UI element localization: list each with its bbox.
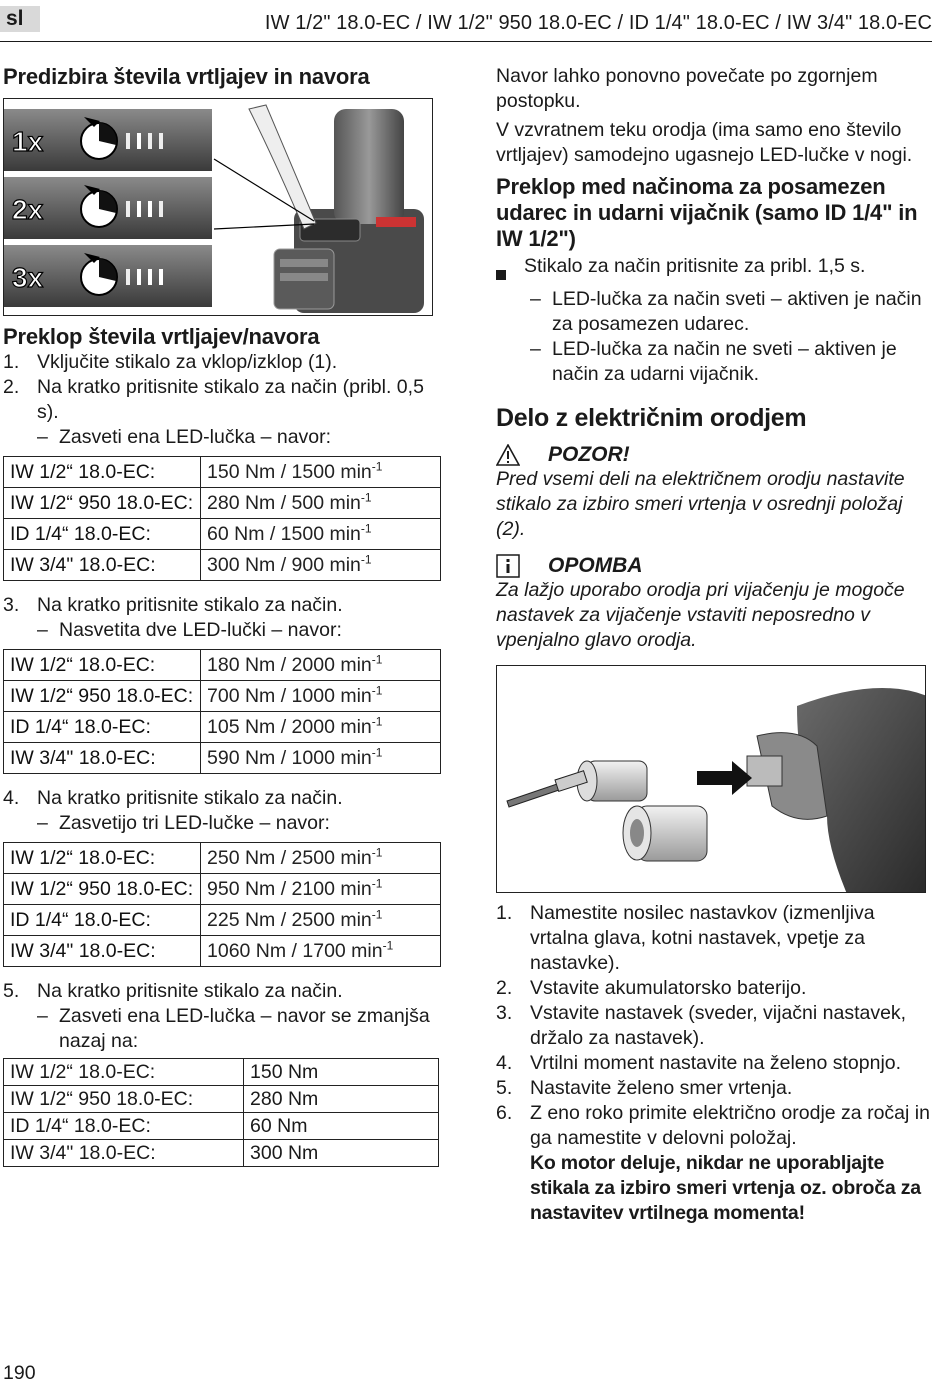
- info-icon: [496, 554, 520, 578]
- label-3x: 3x: [12, 262, 44, 293]
- warning-header: [496, 443, 930, 467]
- table-row: IW 3/4" 18.0-EC: 1060 Nm / 1700 $\min^{-1}$: [4, 936, 441, 967]
- table-row: ID 1/4“ 18.0-EC: 105 Nm / 2000 $\min^{-1}$: [4, 712, 441, 743]
- steps-list-4: [3, 786, 443, 811]
- warning-triangle-icon: [496, 444, 520, 466]
- list-item: 1. Vključite stikalo za vklop/izklop (1).: [3, 351, 338, 373]
- right-column: [496, 64, 930, 1226]
- led-mode-illustration: [4, 99, 433, 316]
- torque-table-3: [3, 842, 441, 967]
- bullet-item: Stikalo za način pritisnite za pribl. 1,5 s.: [496, 254, 930, 287]
- header-title: IW 1/2" 18.0-EC / IW 1/2" 950 18.0-EC / ID 1/4" 18.0-EC / IW 3/4" 18.0-EC: [264, 12, 932, 34]
- section-title-preselection: Predizbira števila vrtljajev in navora: [3, 64, 370, 89]
- list-item: 1. Namestite nosilec nastavkov (izmenljiva vrtalna glava, kotni nastavek, vpetje za nastavke).: [496, 902, 875, 974]
- steps-list-3: [3, 593, 443, 618]
- table-row: IW 1/2“ 18.0-EC: 180 Nm / 2000 $\min^{-1}$: [4, 650, 441, 681]
- table-row: IW 1/2“ 950 18.0-EC: 950 Nm / 2100 $\min^{-1}$: [4, 874, 441, 905]
- table-row: IW 1/2“ 950 18.0-EC: 700 Nm / 1000 $\min^{-1}$: [4, 681, 441, 712]
- header-rule: [0, 41, 932, 42]
- warning-title: POZOR!: [548, 443, 630, 466]
- list-item: 2. Vstavite akumulatorsko baterijo.: [496, 977, 807, 999]
- section-title-single-impact: Preklop med načinoma za posamezen udarec in udarni vijačnik (samo ID 1/4" in IW 1/2"): [496, 174, 918, 251]
- table-row: IW 1/2“ 950 18.0-EC: 280 Nm / 500 $\min^{-1}$: [4, 488, 441, 519]
- tool-body-illustration: [214, 105, 424, 313]
- note-title: OPOMBA: [548, 554, 643, 577]
- table-row: IW 1/2“ 18.0-EC: 150 Nm / 1500 $\min^{-1}$: [4, 457, 441, 488]
- table-row: ID 1/4“ 18.0-EC: 60 Nm / 1500 $\min^{-1}$: [4, 519, 441, 550]
- list-item: 4. Na kratko pritisnite stikalo za način.: [3, 787, 343, 809]
- label-2x: 2x: [12, 194, 44, 225]
- list-item: 5. Na kratko pritisnite stikalo za način.: [3, 980, 343, 1002]
- dash-item: – Nasvetita dve LED-lučki – navor:: [37, 619, 342, 641]
- bullet-square-icon: [496, 254, 524, 287]
- table-row: IW 3/4" 18.0-EC: 300 Nm: [4, 1140, 439, 1167]
- bit-insertion-illustration: [497, 666, 926, 893]
- list-item: 4. Vrtilni moment nastavite na želeno stopnjo.: [496, 1052, 902, 1074]
- dash-item: – LED-lučka za način ne sveti – aktiven je način za udarni vijačnik.: [530, 338, 897, 385]
- dash-item: – Zasveti ena LED-lučka – navor:: [37, 426, 332, 448]
- paragraph: V vzvratnem teku orodja (ima samo eno število vrtljajev) samodejno ugasnejo LED-lučke v nogi.: [496, 119, 913, 166]
- dash-item: – Zasvetijo tri LED-lučke – navor:: [37, 812, 330, 834]
- table-row: IW 3/4" 18.0-EC: 590 Nm / 1000 $\min^{-1}$: [4, 743, 441, 774]
- bit-insertion-figure: [496, 665, 926, 893]
- list-item: 3. Vstavite nastavek (sveder, vijačni nastavek, držalo za nastavek).: [496, 1002, 907, 1049]
- table-row: IW 1/2“ 18.0-EC: 250 Nm / 2500 $\min^{-1}$: [4, 843, 441, 874]
- language-tag: sl: [0, 6, 40, 32]
- table-row: ID 1/4“ 18.0-EC: 225 Nm / 2500 $\min^{-1}$: [4, 905, 441, 936]
- list-item: 5. Nastavite želeno smer vrtenja.: [496, 1077, 793, 1099]
- table-row: IW 1/2“ 950 18.0-EC: 280 Nm: [4, 1086, 439, 1113]
- label-1x: 1x: [12, 126, 44, 157]
- warning-text: Pred vsemi deli na električnem orodju nastavite stikalo za izbiro smeri vrtenja v osrednji položaj (2).: [496, 468, 905, 540]
- note-text: Za lažjo uporabo orodja pri vijačenju je mogoče nastavek za vijačenje vstaviti neposredno v vpenjalno glavo orodja.: [496, 579, 905, 651]
- torque-table-2: [3, 649, 441, 774]
- led-mode-figure: [3, 98, 433, 316]
- table-row: ID 1/4“ 18.0-EC: 60 Nm: [4, 1113, 439, 1140]
- list-item: 6. Z eno roko primite električno orodje za ročaj in ga namestite v delovni položaj.: [496, 1102, 930, 1149]
- list-item: 3. Na kratko pritisnite stikalo za način.: [3, 594, 343, 616]
- section-title-switch-speed: Preklop števila vrtljajev/navora: [3, 324, 320, 349]
- note-header: [496, 554, 930, 578]
- torque-table-1: [3, 456, 441, 581]
- steps-list-5: [3, 979, 443, 1004]
- table-row: IW 3/4" 18.0-EC: 300 Nm / 900 $\min^{-1}$: [4, 550, 441, 581]
- dash-item: – LED-lučka za način sveti – aktiven je način za posamezen udarec.: [530, 288, 922, 335]
- left-column: [3, 64, 443, 1167]
- steps-list-b: [496, 901, 930, 1151]
- steps-list-a: [3, 350, 443, 425]
- list-item: 2. Na kratko pritisnite stikalo za način (pribl. 0,5 s).: [3, 376, 424, 423]
- bold-warning: Ko motor deluje, nikdar ne uporabljajte stikala za izbiro smeri vrtenja oz. obroča za nastavitev vrtilnega momenta!: [530, 1152, 921, 1224]
- page-number: 190: [3, 1362, 36, 1384]
- paragraph: Navor lahko ponovno povečate po zgornjem postopku.: [496, 65, 878, 112]
- main-title: Delo z električnim orodjem: [496, 404, 807, 432]
- torque-table-4: [3, 1058, 439, 1167]
- dash-item: – Zasveti ena LED-lučka – navor se zmanjša nazaj na:: [37, 1005, 430, 1052]
- table-row: IW 1/2“ 18.0-EC: 150 Nm: [4, 1059, 439, 1086]
